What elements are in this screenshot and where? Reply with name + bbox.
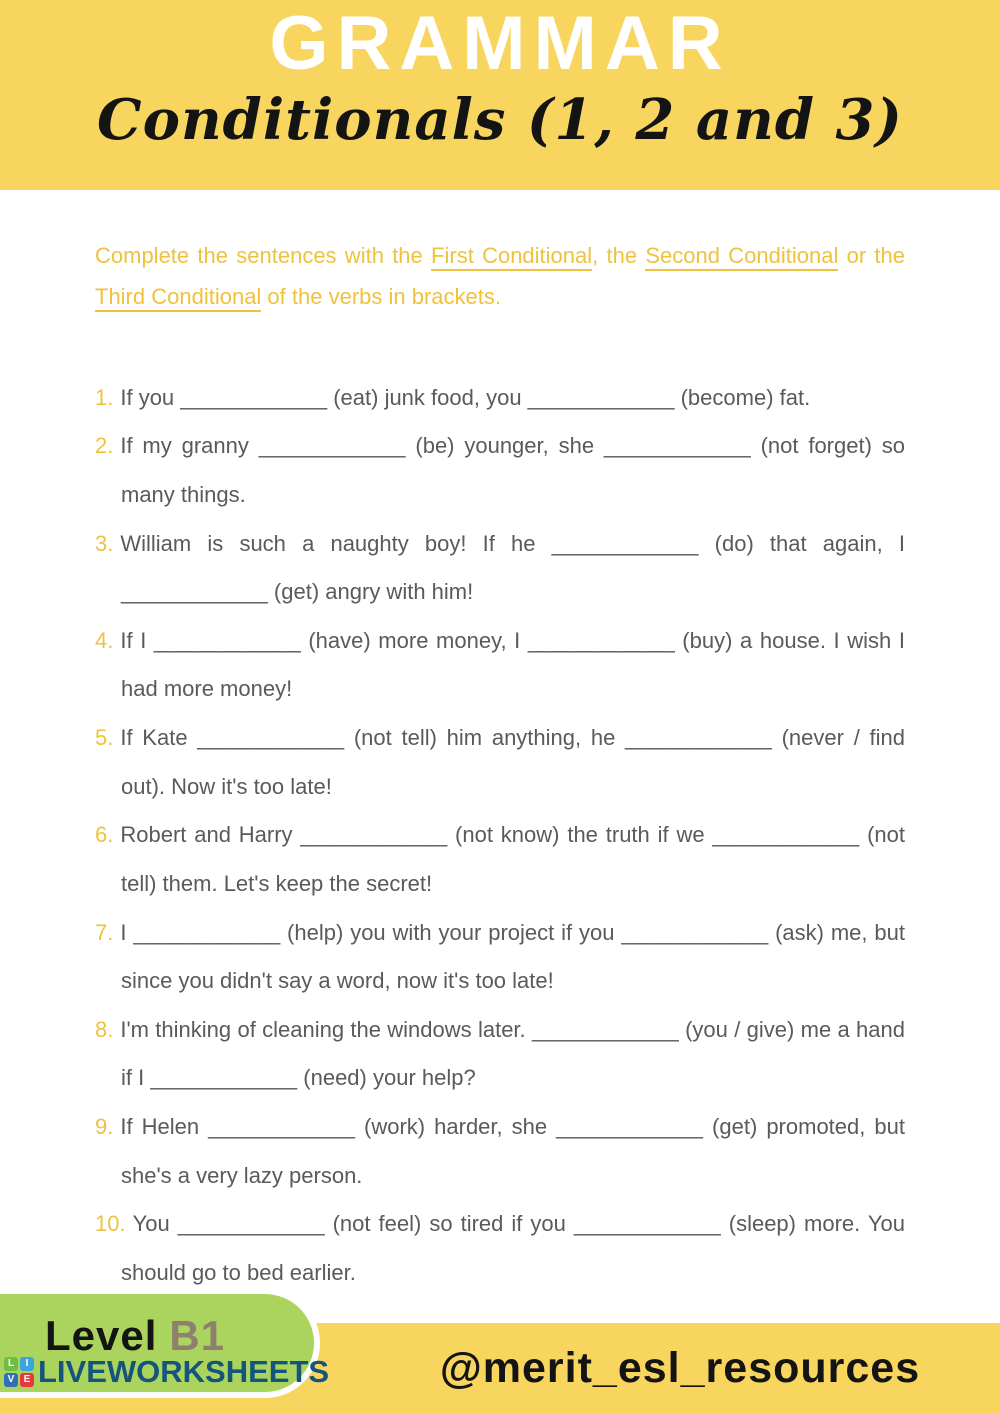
question-number: 5. (95, 725, 114, 751)
level-line (45, 1312, 225, 1360)
question-number: 1. (95, 384, 114, 410)
question-item (95, 374, 905, 423)
instruction-term: Second Conditional (645, 243, 838, 271)
logo-tile-i: I (20, 1357, 34, 1371)
level-value: B1 (169, 1312, 226, 1359)
question-number: 3. (95, 530, 114, 556)
level-label: Level (45, 1312, 158, 1359)
instruction-text: of the verbs in brackets. (261, 283, 501, 309)
question-item (95, 422, 905, 519)
page-title: GRAMMAR (269, 1, 731, 86)
header-banner (0, 0, 1000, 190)
question-item (95, 1200, 905, 1297)
page-subtitle: Conditionals (1, 2 and 3) (97, 87, 903, 153)
question-item (95, 520, 905, 617)
worksheet-body (0, 236, 1000, 1297)
instruction-term: First Conditional (431, 243, 592, 271)
question-text: I ____________ (help) you with your project if you ____________ (ask) me, but since you didn't say a word, now it's too late! (120, 919, 905, 994)
liveworksheets-brand (4, 1354, 329, 1390)
instruction-text: , the (592, 243, 646, 268)
logo-tile-l: L (4, 1357, 18, 1371)
question-number: 4. (95, 627, 114, 653)
question-number: 8. (95, 1016, 114, 1042)
instruction-text: or the (838, 243, 905, 268)
question-text: I'm thinking of cleaning the windows later. ____________ (you / give) me a hand if I ____________ (need) your help? (120, 1016, 905, 1091)
question-text: You ____________ (not feel) so tired if you ____________ (sleep) more. You should go to bed earlier. (121, 1211, 905, 1285)
level-badge (0, 1288, 330, 1398)
social-handle: @merit_esl_resources (439, 1343, 921, 1392)
footer (0, 1288, 1000, 1413)
question-number: 10. (95, 1211, 126, 1237)
instruction-term: Third Conditional (95, 284, 261, 312)
question-text: If you ____________ (eat) junk food, you ____________ (become) fat. (120, 384, 811, 410)
question-text: If I ____________ (have) more money, I ____________ (buy) a house. I wish I had more money! (120, 627, 905, 702)
instructions (95, 236, 905, 318)
question-item (95, 909, 905, 1006)
logo-tile-v: V (4, 1373, 18, 1387)
question-list (95, 374, 905, 1298)
question-text: If Kate ____________ (not tell) him anything, he ____________ (never / find out). Now it's too late! (120, 725, 905, 799)
question-text: William is such a naughty boy! If he ____________ (do) that again, I ____________ (get) angry with him! (120, 530, 905, 605)
logo-tile-e: E (20, 1373, 34, 1387)
brand-name: LIVEWORKSHEETS (38, 1354, 330, 1389)
question-item (95, 1103, 905, 1200)
question-item (95, 714, 905, 811)
instruction-text: Complete the sentences with the (95, 243, 432, 268)
question-number: 7. (95, 919, 114, 945)
question-text: Robert and Harry ____________ (not know) the truth if we ____________ (not tell) them. Let's keep the secret! (120, 822, 905, 896)
question-item (95, 617, 905, 714)
question-item (95, 1006, 905, 1103)
question-text: If Helen ____________ (work) harder, she ____________ (get) promoted, but she's a very lazy person. (120, 1113, 905, 1188)
question-number: 9. (95, 1113, 114, 1139)
question-number: 2. (95, 433, 114, 459)
question-text: If my granny ____________ (be) younger, she ____________ (not forget) so many things. (120, 433, 905, 508)
liveworksheets-logo-icon (4, 1357, 34, 1387)
question-number: 6. (95, 822, 114, 848)
question-item (95, 811, 905, 908)
